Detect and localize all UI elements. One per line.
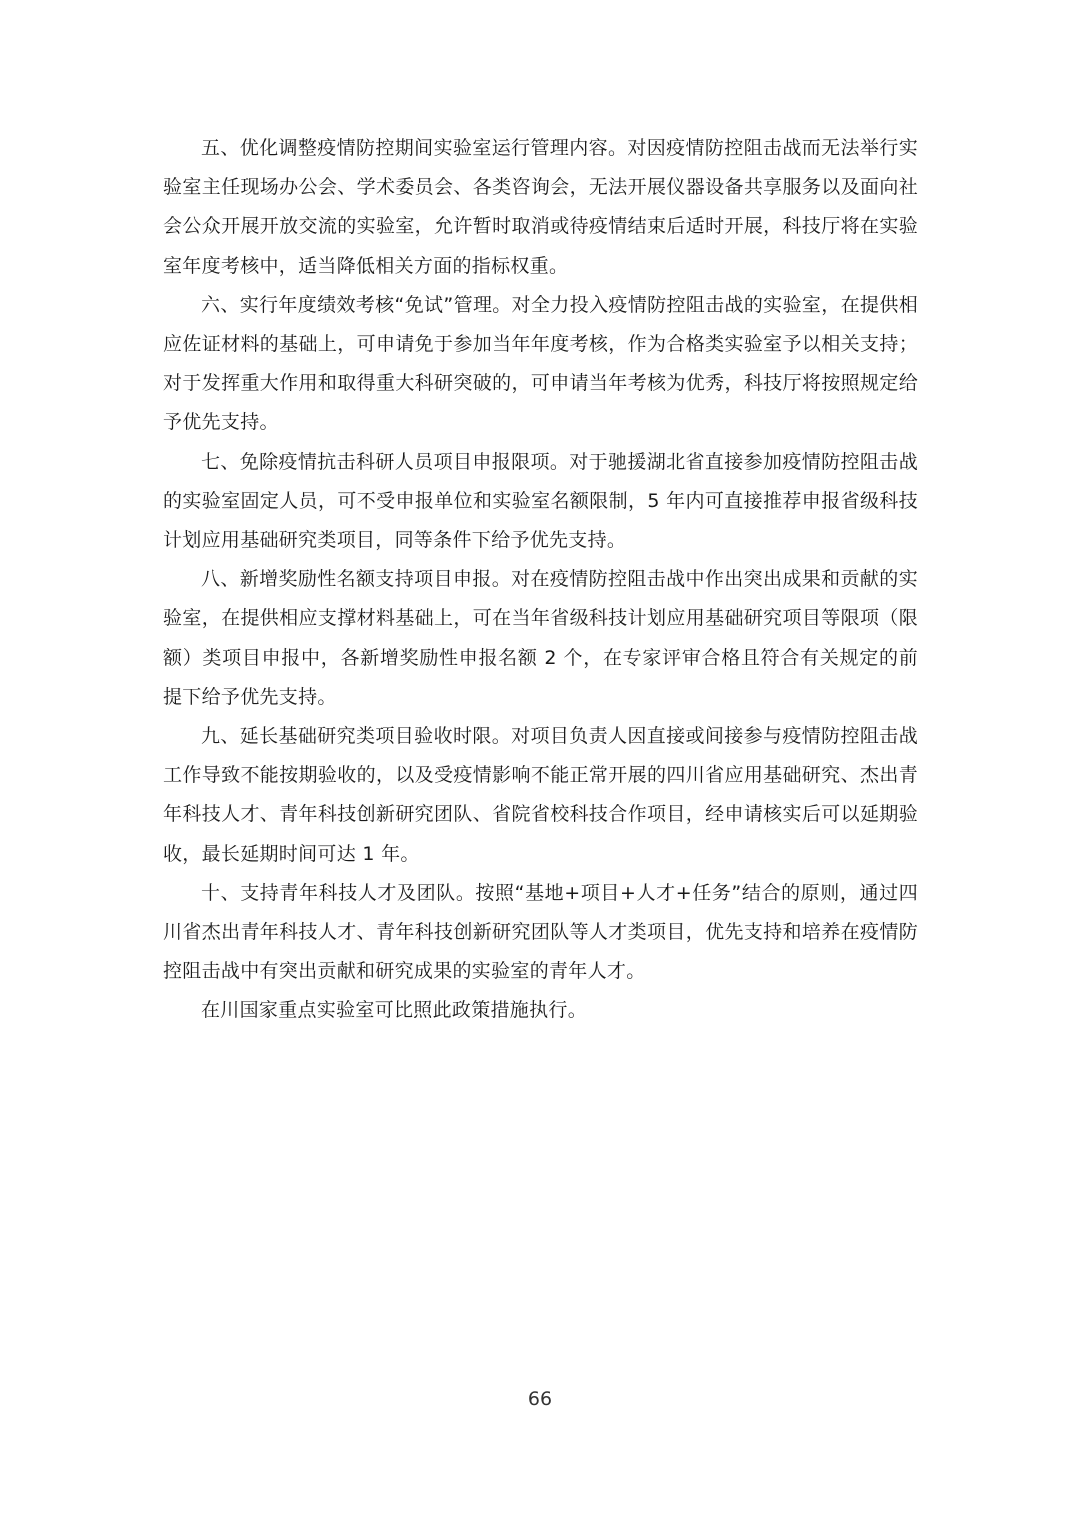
paragraph-7: 七、免除疫情抗击科研人员项目申报限项。对于驰援湖北省直接参加疫情防控阻击战的实验室固定人员，可不受申报单位和实验室名额限制，5 年内可直接推荐申报省级科技计划应用基础研究类项目，同等条件下给予优先支持。 (163, 450, 918, 552)
paragraph-10: 十、支持青年科技人才及团队。按照“基地+项目+人才+任务”结合的原则，通过四川省杰出青年科技人才、青年科技创新研究团队等人才类项目，优先支持和培养在疫情防控阻击战中有突出贡献和研究成果的实验室的青年人才。 (163, 881, 918, 983)
paragraph-closing: 在川国家重点实验室可比照此政策措施执行。 (201, 999, 588, 1022)
paragraph-8: 八、新增奖励性名额支持项目申报。对在疫情防控阻击战中作出突出成果和贡献的实验室，在提供相应支撑材料基础上，可在当年省级科技计划应用基础研究项目等限项（限额）类项目申报中，各新增奖励性申报名额 2 个，在专家评审合格且符合有关规定的前提下给予优先支持。 (163, 568, 918, 708)
paragraph-9: 九、延长基础研究类项目验收时限。对项目负责人因直接或间接参与疫情防控阻击战工作导致不能按期验收的，以及受疫情影响不能正常开展的四川省应用基础研究、杰出青年科技人才、青年科技创新研究团队、省院省校科技合作项目，经申请核实后可以延期验收，最长延期时间可达 1 年。 (163, 725, 918, 865)
paragraph-5: 五、优化调整疫情防控期间实验室运行管理内容。对因疫情防控阻击战而无法举行实验室主任现场办公会、学术委员会、各类咨询会，无法开展仪器设备共享服务以及面向社会公众开展开放交流的实验室，允许暂时取消或待疫情结束后适时开展，科技厅将在实验室年度考核中，适当降低相关方面的指标权重。 (163, 137, 918, 277)
paragraph-6: 六、实行年度绩效考核“免试”管理。对全力投入疫情防控阻击战的实验室，在提供相应佐证材料的基础上，可申请免于参加当年年度考核，作为合格类实验室予以相关支持；对于发挥重大作用和取得重大科研突破的，可申请当年考核为优秀，科技厅将按照规定给予优先支持。 (163, 293, 918, 434)
page-number: 66 (527, 1388, 553, 1410)
document-body (163, 129, 918, 1031)
